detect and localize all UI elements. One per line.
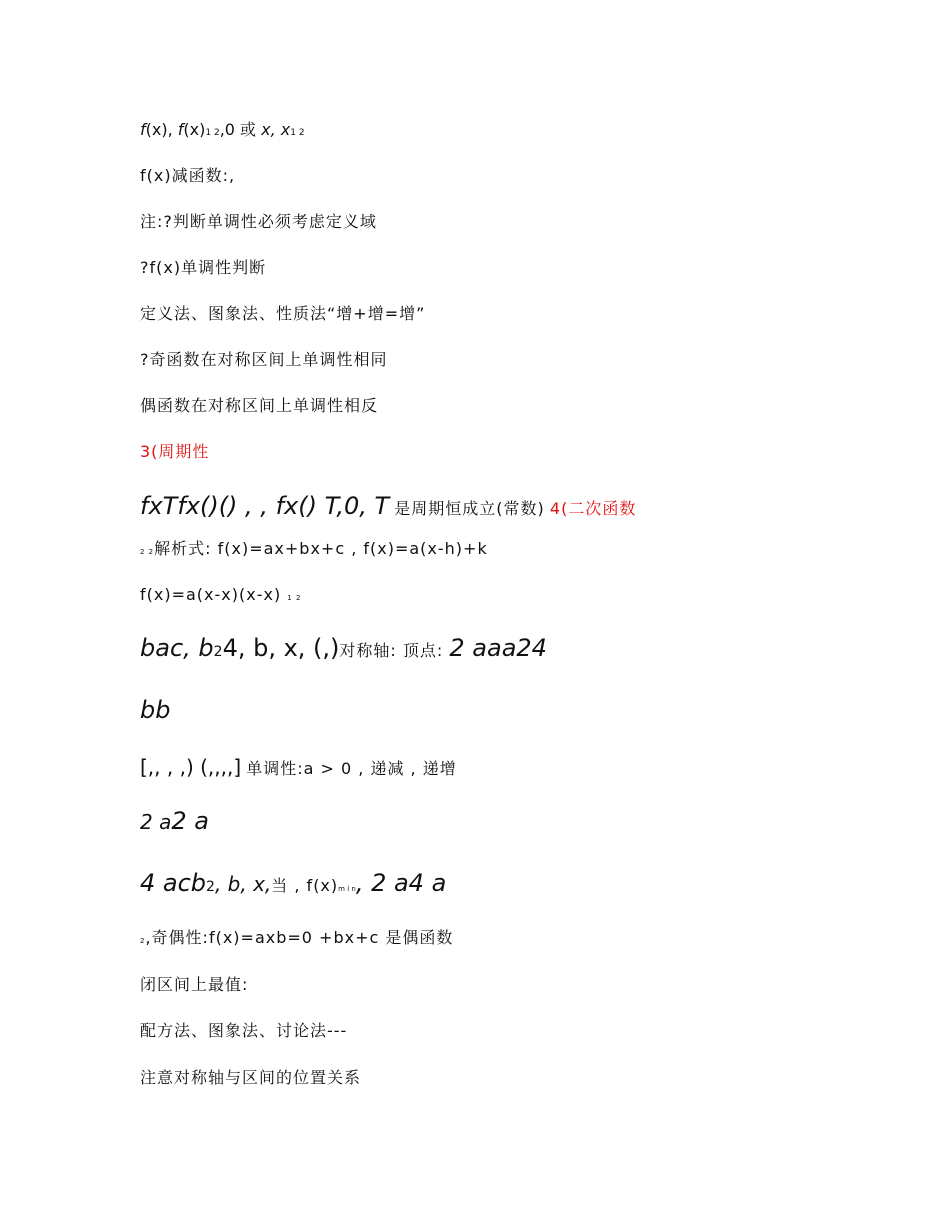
math-intervals: [,, , ,) (,,,,] [140, 755, 242, 779]
math-2a-small: 2 a [140, 810, 172, 834]
text-periodic: 是周期恒成立(常数) [394, 499, 545, 518]
text-or: ,0 或 [219, 120, 262, 139]
formula-line-16 [140, 871, 446, 895]
formula-line-9 [140, 494, 636, 518]
subscript: 1 2 [287, 594, 302, 602]
math-f1: f [140, 120, 146, 139]
math-2a-large: 2 a [171, 807, 209, 835]
text-analytic: 解析式: f(x)=ax+bx+c , f(x)=a(x-h)+k [154, 539, 488, 558]
text-line-6: ?奇函数在对称区间上单调性相同 [140, 350, 388, 369]
text-line-20: 注意对称轴与区间的位置关系 [140, 1068, 362, 1087]
subscript-min: m i n [338, 885, 356, 893]
text-axis-vertex: 对称轴: 顶点: [339, 641, 450, 660]
math-vertex: 2 aaa24 [449, 634, 547, 662]
math-x: x, x [261, 120, 291, 139]
math-axis: 4, b, x, (,) [222, 634, 340, 662]
text-monotonic: 单调性:a > 0 , 递减 , 递增 [246, 759, 457, 778]
text-line-2: f(x)减函数:, [140, 166, 236, 185]
text-line-3: 注:?判断单调性必须考虑定义域 [140, 212, 377, 231]
subscript: 2 2 [140, 548, 155, 556]
text-line-19: 配方法、图象法、讨论法--- [140, 1021, 348, 1040]
subscript: 1 2 [290, 128, 305, 138]
superscript: 2 [206, 879, 215, 895]
section-heading-quadratic: 4(二次函数 [549, 499, 637, 518]
subscript: 1 2 [205, 128, 220, 138]
text-line-18: 闭区间上最值: [140, 975, 249, 994]
text-line-7: 偶函数在对称区间上单调性相反 [140, 396, 379, 415]
section-heading-periodicity: 3(周期性 [140, 442, 210, 461]
formula-line-17 [140, 930, 453, 946]
math-f2: f [177, 120, 184, 139]
formula-line-1 [140, 122, 305, 138]
math-p1: (x), [145, 120, 178, 139]
formula-line-14 [140, 757, 457, 777]
text-when: 当 , f(x) [271, 876, 339, 895]
text-factored: f(x)=a(x-x)(x-x) [140, 585, 282, 604]
math-bx: , b, x, [214, 872, 272, 896]
math-periodic: fxTfx()() , , fx() T,0, T [140, 492, 390, 520]
text-line-4: ?f(x)单调性判断 [140, 258, 267, 277]
formula-line-13: bb [140, 696, 171, 724]
math-min-value: , 2 a4 a [355, 869, 447, 897]
text-line-5: 定义法、图象法、性质法“增+增=增” [140, 304, 426, 323]
superscript: 2 [213, 644, 223, 660]
text-parity: ,奇偶性:f(x)=axb=0 +bx+c 是偶函数 [145, 928, 454, 947]
math-bac: bac, b [140, 634, 214, 662]
math-p2: (x) [183, 120, 206, 139]
formula-line-11 [140, 587, 301, 603]
formula-line-10 [140, 541, 488, 557]
formula-line-12 [140, 636, 547, 660]
formula-line-15 [140, 809, 209, 833]
subscript: 2 [140, 937, 146, 945]
math-4acb: 4 acb [140, 869, 207, 897]
